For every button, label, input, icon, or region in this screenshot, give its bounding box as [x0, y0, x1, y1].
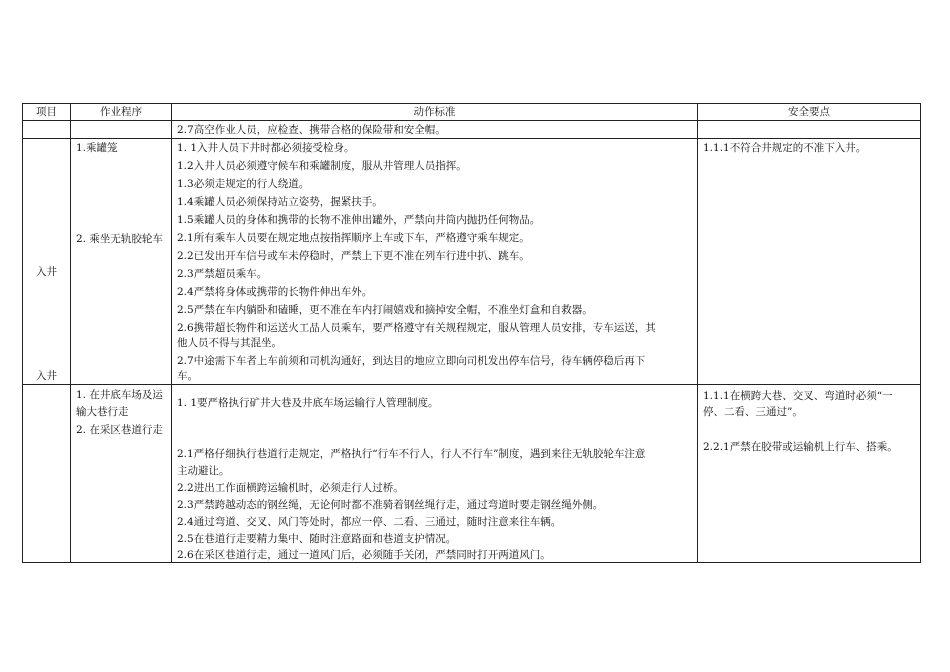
table-top-border: [22, 103, 921, 104]
procedure-cage: 1.乘罐笼: [76, 142, 118, 154]
item-label-entry: 入井: [36, 266, 57, 278]
safety-point: 2.2.1严禁在胶带或运输机上行车、搭乘。: [703, 441, 898, 453]
standard-line: 2.2进出工作面横跨运输机时，必须走行人过桥。: [177, 482, 404, 494]
standard-line: 2.3严禁跨越动态的钢丝绳，无论何时都不准骑着钢丝绳行走，通过弯道时要走钢丝绳外侧。: [177, 499, 604, 511]
standard-line: 他人员不得与其混坐。: [177, 337, 282, 349]
standard-line: 主动避让。: [177, 465, 230, 477]
standard-line: 2.7中途需下车者上车前须和司机沟通好，到达目的地应立即向司机发出停车信号，待车辆停稳后再下: [177, 355, 646, 367]
safety-point-cont: 停、二看、三通过”。: [703, 406, 803, 418]
standard-line: 2.1严格仔细执行巷道行走规定，严格执行“行车不行人，行人不行车”制度，遇到来往无轨胶轮车注意: [177, 448, 646, 460]
standard-line: 1. 1入井人员下井时都必须接受检身。: [177, 142, 355, 154]
standard-line: 1.2入井人员必须遵守候车和乘罐制度，服从井管理人员指挥。: [177, 160, 467, 172]
standard-line: 1.3必须走规定的行人绕道。: [177, 178, 310, 190]
table-right-border: [920, 103, 921, 563]
column-divider-2: [171, 103, 172, 563]
standard-line: 2.6在采区巷道行走，通过一道风门后，必须随手关闭，严禁同时打开两道风门。: [177, 549, 551, 561]
standard-line: 2.5严禁在车内躺卧和磕睡，更不准在车内打闹嬉戏和摘掉安全帽，不准坐灯盒和自救器。: [177, 304, 593, 316]
table-bottom-border: [22, 562, 921, 563]
table-left-border: [22, 103, 23, 563]
standard-line: 2.1所有乘车人员要在规定地点按指挥顺序上车或下车，严格遵守乘车规定。: [177, 232, 530, 244]
safety-point: 1.1.1在横跨大巷、交叉、弯道时必须“一: [703, 390, 893, 402]
safety-point: 1.1.1不符合井规定的不准下入井。: [703, 142, 867, 154]
procedure-main-roadway: 1. 在井底车场及运: [76, 389, 163, 401]
standard-line: 2.5在巷道行走要精力集中、随时注意路面和巷道支护情况。: [177, 533, 457, 545]
standard-line: 车。: [177, 370, 198, 382]
header-item: 项目: [36, 106, 57, 118]
standard-line: 2.6携带超长物件和运送火工品人员乘车，要严格遵守有关规程规定，服从管理人员安排，专车运送，其: [177, 322, 656, 334]
section-divider: [22, 384, 921, 385]
row-divider: [22, 138, 921, 139]
standard-line: 2.4严禁将身体或携带的长物件伸出车外。: [177, 286, 373, 298]
standard-line: 1. 1要严格执行矿井大巷及井底车场运输行人管理制度。: [177, 397, 439, 409]
standard-line: 2.3严禁超员乘车。: [177, 268, 268, 280]
item-label-entry-bottom: 入井: [36, 370, 57, 382]
standard-line: 1.5乘罐人员的身体和携带的长物不准伸出罐外，严禁向井筒内抛扔任何物品。: [177, 214, 541, 226]
carry-over-standard: 2.7高空作业人员，应检查、携带合格的保险带和安全帽。: [177, 124, 446, 136]
procedure-main-roadway-cont: 输大巷行走: [76, 406, 129, 418]
header-safety: 安全要点: [788, 106, 830, 118]
standard-line: 1.4乘罐人员必须保持站立姿势，握紧扶手。: [177, 196, 383, 208]
header-standard: 动作标准: [413, 106, 456, 118]
header-bottom-border: [22, 120, 921, 121]
column-divider-1: [70, 103, 71, 563]
header-procedure: 作业程序: [100, 106, 142, 118]
standard-line: 2.4通过弯道、交叉、风门等处时，都应一停、二看、三通过，随时注意来往车辆。: [177, 516, 562, 528]
procedure-mining-area-roadway: 2. 在采区巷道行走: [76, 424, 163, 436]
column-divider-3: [697, 103, 698, 563]
standard-line: 2.2已发出开车信号或车未停稳时，严禁上下更不准在列车行进中扒、跳车。: [177, 250, 530, 262]
procedure-trackless-vehicle: 2. 乘坐无轨胶轮车: [76, 233, 163, 245]
